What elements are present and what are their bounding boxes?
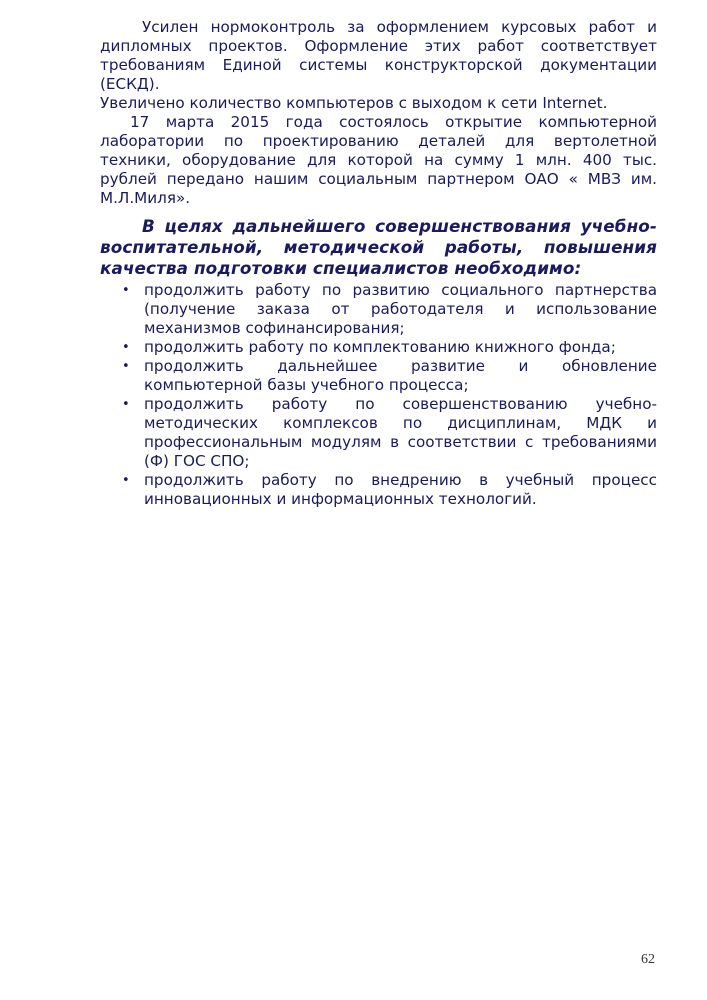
bullet-icon: • <box>122 473 130 488</box>
bullet-icon: • <box>122 397 130 412</box>
list-item <box>100 471 657 509</box>
list-item <box>100 338 657 357</box>
paragraph-laboratory: 17 марта 2015 года состоялось открытие компьютерной лаборатории по проектированию деталей для вертолетной техники, оборудование для которой на сумму 1 млн. 400 тыс. рублей передано нашим социальным партнером ОАО « МВЗ им. М.Л.Миля». <box>100 113 657 207</box>
list-item-text: продолжить работу по совершенствованию учебно-методических комплексов по дисциплинам, МДК и профессиональным модулям в соответствии с требованиями (Ф) ГОС СПО; <box>144 395 657 470</box>
list-item <box>100 395 657 471</box>
lead-heading: В целях дальнейшего совершенствования учебно-воспитательной, методической работы, повышения качества подготовки специалистов необходимо: <box>100 216 657 278</box>
list-item-text: продолжить работу по комплектованию книжного фонда; <box>144 338 616 356</box>
document-body <box>100 18 657 509</box>
paragraph-normcontrol: Усилен нормоконтроль за оформлением курсовых работ и дипломных проектов. Оформление этих работ соответствует требованиям Единой системы конструкторской документации (ЕСКД). <box>100 18 657 93</box>
bullet-icon: • <box>122 283 130 298</box>
bullet-icon: • <box>122 340 130 355</box>
tasks-list <box>100 281 657 509</box>
list-item <box>100 357 657 395</box>
paragraph-internet: Увеличено количество компьютеров с выходом к сети Internet. <box>100 94 608 112</box>
list-item <box>100 281 657 338</box>
list-item-text: продолжить работу по внедрению в учебный процесс инновационных и информационных технологий. <box>144 471 657 508</box>
list-item-text: продолжить дальнейшее развитие и обновление компьютерной базы учебного процесса; <box>144 357 657 394</box>
list-item-text: продолжить работу по развитию социального партнерства (получение заказа от работодателя и использование механизмов софинансирования; <box>144 281 657 337</box>
page-number: 62 <box>641 952 655 967</box>
bullet-icon: • <box>122 359 130 374</box>
